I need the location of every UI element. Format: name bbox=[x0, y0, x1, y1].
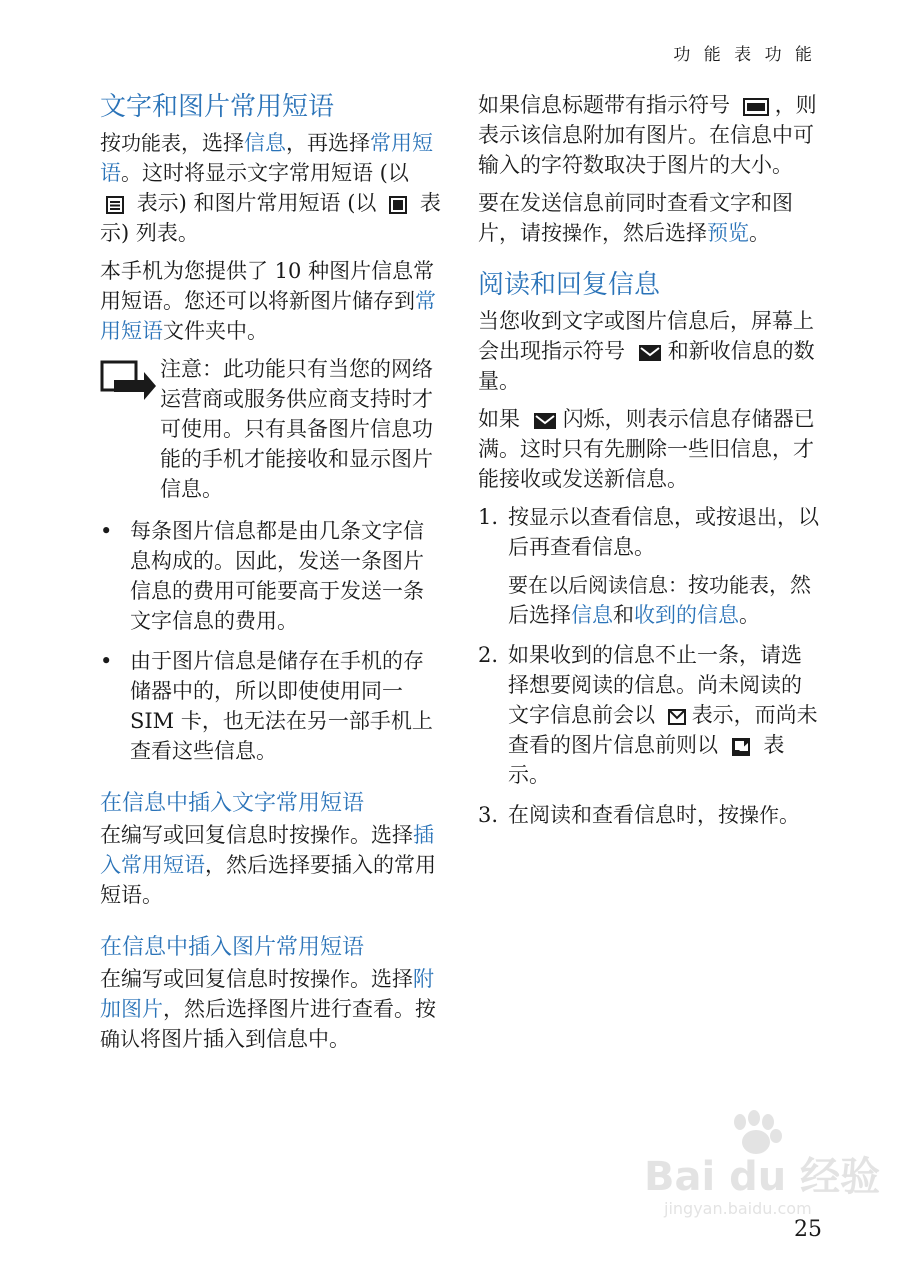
menu-term-exit: 退出 bbox=[737, 505, 777, 529]
sub-paragraph-read-later bbox=[508, 570, 820, 630]
text: ，然后选择图片进行查看。按 bbox=[163, 997, 436, 1021]
watermark-logo bbox=[644, 1110, 881, 1220]
watermark-brand: Bai du 经验 bbox=[644, 1154, 881, 1200]
text: 。 bbox=[749, 221, 770, 245]
menu-term-options: 操作 bbox=[310, 967, 350, 991]
text: 在编写或回复信息时按 bbox=[100, 823, 310, 847]
list-item bbox=[100, 516, 442, 636]
envelope-icon bbox=[638, 344, 662, 362]
list-item bbox=[478, 502, 820, 630]
text: 当您收到文字或图片信息后，屏幕上会出现指示符号 bbox=[478, 309, 814, 363]
text: 在阅读和查看信息时，按 bbox=[508, 803, 739, 827]
text: ，再选择 bbox=[286, 131, 370, 155]
paragraph-insert-text-template bbox=[100, 820, 442, 910]
link-templates[interactable]: 常用短语 bbox=[100, 131, 433, 185]
text: 按 bbox=[688, 573, 709, 597]
menu-term-menu: 功能表 bbox=[121, 131, 181, 155]
page-number: 25 bbox=[794, 1217, 822, 1242]
text: 在编写或回复信息时按 bbox=[100, 967, 310, 991]
page-header: 功 能 表 功 能 bbox=[673, 45, 816, 65]
link-messages[interactable]: 信息 bbox=[244, 131, 286, 155]
text: 按 bbox=[508, 505, 529, 529]
text: 和新收信息的数量。 bbox=[478, 339, 815, 393]
paragraph-preview bbox=[478, 188, 820, 248]
text: 要在发送信息前同时查看文字和图片，请按 bbox=[478, 191, 793, 245]
bullet-list bbox=[100, 516, 442, 766]
paragraph-new-message-indicator bbox=[478, 306, 820, 396]
subheading-insert-text-template: 在信息中插入文字常用短语 bbox=[100, 791, 365, 816]
right-column bbox=[478, 88, 820, 840]
text: ，然后选择 bbox=[508, 573, 811, 627]
text: ，则表示该信息附加有图片。在信息中可输入的字符数取决于图片的大小。 bbox=[478, 93, 817, 177]
menu-term-ok: 确认 bbox=[100, 1027, 140, 1051]
text: 。选择 bbox=[350, 967, 413, 991]
link-messages[interactable]: 信息 bbox=[571, 603, 613, 627]
paragraph-picture-indicator bbox=[478, 90, 820, 180]
text: 以查看信息，或按 bbox=[569, 505, 737, 529]
link-inbox[interactable]: 收到的信息 bbox=[634, 603, 739, 627]
steps-list bbox=[478, 502, 820, 830]
note-pointer-icon bbox=[100, 354, 160, 504]
unread-text-icon bbox=[668, 708, 686, 726]
text: 如果 bbox=[478, 407, 520, 431]
bullet-mark: • bbox=[100, 649, 113, 673]
step-number: 2. bbox=[478, 643, 499, 667]
paragraph-memory-full bbox=[478, 404, 820, 494]
text: ，选择 bbox=[181, 131, 244, 155]
text: 。 bbox=[739, 603, 760, 627]
list-item bbox=[478, 800, 820, 830]
text: 如果信息标题带有指示符号 bbox=[478, 93, 730, 117]
menu-term-menu: 功能表 bbox=[709, 573, 769, 597]
link-attach-picture[interactable]: 附加图片 bbox=[100, 967, 434, 1021]
left-column bbox=[100, 88, 442, 1062]
bullet-text: 每条图片信息都是由几条文字信息构成的。因此，发送一条图片信息的费用可能要高于发送一条文字信息的费用。 bbox=[130, 519, 424, 633]
text: ，然后选择要插入的常用短语。 bbox=[100, 853, 436, 907]
list-item bbox=[478, 640, 820, 790]
text: 。 bbox=[779, 803, 800, 827]
text: 按 bbox=[100, 131, 121, 155]
list-item bbox=[100, 646, 442, 766]
step-number: 3. bbox=[478, 803, 499, 827]
note-box bbox=[100, 354, 442, 504]
step-number: 1. bbox=[478, 505, 499, 529]
link-preview[interactable]: 预览 bbox=[707, 221, 749, 245]
text: 。这时将显示文字常用短语 (以 bbox=[121, 161, 409, 185]
menu-term-options: 操作 bbox=[739, 803, 779, 827]
text: 文件夹中。 bbox=[163, 319, 268, 343]
subheading-insert-picture-template: 在信息中插入图片常用短语 bbox=[100, 935, 365, 960]
text: 将图片插入到信息中。 bbox=[140, 1027, 350, 1051]
text: 。选择 bbox=[350, 823, 413, 847]
unread-picture-icon bbox=[731, 737, 751, 757]
instruction-lead: 要在以后阅读信息： bbox=[508, 573, 688, 597]
section-heading-text-and-picture-templates: 文字和图片常用短语 bbox=[100, 92, 335, 122]
text: 表示) 列表。 bbox=[100, 191, 441, 245]
envelope-icon bbox=[533, 412, 557, 430]
menu-term-options: 操作 bbox=[562, 221, 602, 245]
paragraph-insert-picture-template bbox=[100, 964, 442, 1054]
watermark-url: jingyan.baidu.com bbox=[664, 1199, 812, 1218]
bullet-text: 由于图片信息是储存在手机的存储器中的，所以即使使用同一 SIM 卡，也无法在另一部手机上查看这些信息。 bbox=[130, 649, 433, 763]
menu-term-options: 操作 bbox=[310, 823, 350, 847]
picture-template-icon bbox=[389, 196, 407, 214]
link-insert-template[interactable]: 插入常用短语 bbox=[100, 823, 434, 877]
picture-indicator-icon bbox=[743, 98, 769, 116]
text: 本手机为您提供了 10 种图片信息常用短语。您还可以将新图片储存到 bbox=[100, 259, 435, 313]
paragraph-open-templates bbox=[100, 128, 442, 248]
text: 表示，而尚未查看的图片信息前则以 bbox=[508, 703, 818, 757]
bullet-mark: • bbox=[100, 519, 113, 543]
menu-term-show: 显示 bbox=[529, 505, 569, 529]
section-heading-read-and-reply: 阅读和回复信息 bbox=[478, 270, 661, 300]
text: 和 bbox=[613, 603, 634, 627]
link-templates-folder[interactable]: 常用短语 bbox=[100, 289, 436, 343]
text: ，以后再查看信息。 bbox=[508, 505, 819, 559]
paragraph-ten-templates bbox=[100, 256, 442, 346]
text: 表示) 和图片常用短语 (以 bbox=[136, 191, 377, 215]
text: 表示。 bbox=[508, 733, 785, 787]
text: 闪烁，则表示信息存储器已满。这时只有先删除一些旧信息，才能接收或发送新信息。 bbox=[478, 407, 815, 491]
text: 如果收到的信息不止一条，请选择想要阅读的信息。尚未阅读的文字信息前会以 bbox=[508, 643, 802, 727]
text: ，然后选择 bbox=[602, 221, 707, 245]
text-template-icon bbox=[106, 196, 124, 214]
note-text: 注意：此功能只有当您的网络运营商或服务供应商支持时才可使用。只有具备图片信息功能的手机才能接收和显示图片信息。 bbox=[160, 357, 433, 501]
